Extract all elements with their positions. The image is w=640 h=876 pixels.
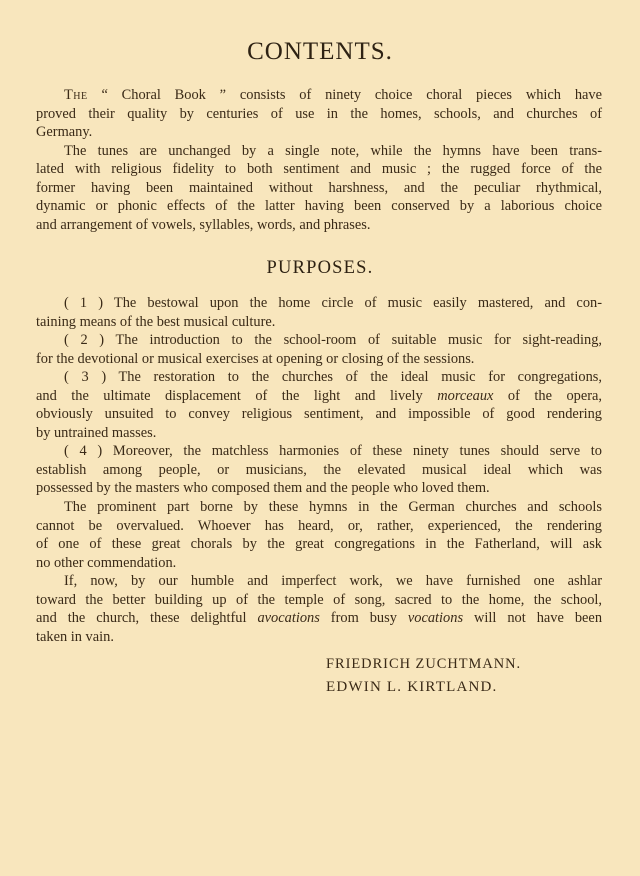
purposes-heading: PURPOSES. — [266, 258, 374, 278]
text-line: The “ Choral Book ” consists of ninety choice choral pieces which have — [64, 87, 602, 103]
text-line: taining means of the best musical culture. — [36, 313, 276, 330]
text-line: The tunes are unchanged by a single note, while the hymns have been trans- — [64, 142, 602, 159]
lead-word: The — [64, 87, 88, 103]
text-line: no other commendation. — [36, 554, 177, 571]
text-line: dynamic or phonic effects of the latter having been conserved by a laborious choice — [36, 198, 602, 215]
text-line: possessed by the masters who composed them and the people who loved them. — [36, 480, 490, 497]
text-line: and the ultimate displacement of the light and lively morceaux of the opera, — [36, 387, 603, 404]
italic-term: morceaux — [437, 387, 494, 404]
text-line: toward the better building up of the temple of song, sacred to the home, the school, — [36, 591, 602, 608]
italic-term: avocations — [257, 610, 320, 627]
text-line: If, now, by our humble and imperfect work, we have furnished one ashlar — [64, 573, 602, 590]
signature-zuchtmann: FRIEDRICH ZUCHTMANN. — [326, 656, 522, 672]
text-line: by untrained masses. — [36, 424, 157, 441]
text-line: taken in vain. — [36, 628, 114, 645]
text-line: obviously unsuited to convey religious sentiment, and impossible of good rendering — [36, 406, 602, 423]
text-line: and arrangement of vowels, syllables, words, and phrases. — [36, 216, 371, 233]
contents-body — [36, 86, 602, 234]
text-line: cannot be overvalued. Whoever has heard, or, rather, experienced, the rendering — [36, 517, 602, 534]
signature-kirtland: EDWIN L. KIRTLAND. — [326, 679, 498, 695]
text-line: ( 1 ) The bestowal upon the home circle of music easily mastered, and con- — [64, 295, 602, 311]
text-line: The prominent part borne by these hymns in the German churches and schools — [64, 499, 602, 516]
italic-term: vocations — [407, 610, 464, 627]
text-line: for the devotional or musical exercises at opening or closing of the sessions. — [36, 350, 475, 367]
text-line: ( 4 ) Moreover, the matchless harmonies of these ninety tunes should serve to — [64, 443, 602, 460]
text-line: and the church, these delightful avocations from busy vocations will not have been — [36, 610, 603, 627]
text-line: lated with religious fidelity to both sentiment and music ; the rugged force of the — [36, 161, 602, 178]
text-line: former having been maintained without harshness, and the peculiar rhythmical, — [36, 179, 602, 196]
text-line: proved their quality by centuries of use in the homes, schools, and churches of — [36, 105, 602, 122]
text-line: of one of these great chorals by the great congregations in the Fatherland, will ask — [36, 536, 602, 553]
text-line: Germany. — [36, 124, 93, 141]
text-line: establish among people, or musicians, the elevated musical ideal which was — [36, 461, 602, 478]
contents-heading: CONTENTS. — [247, 38, 393, 65]
text-line: ( 2 ) The introduction to the school-room of suitable music for sight-reading, — [64, 332, 602, 349]
text-line: ( 3 ) The restoration to the churches of the ideal music for congregations, — [64, 369, 602, 386]
purposes-body — [36, 294, 602, 646]
